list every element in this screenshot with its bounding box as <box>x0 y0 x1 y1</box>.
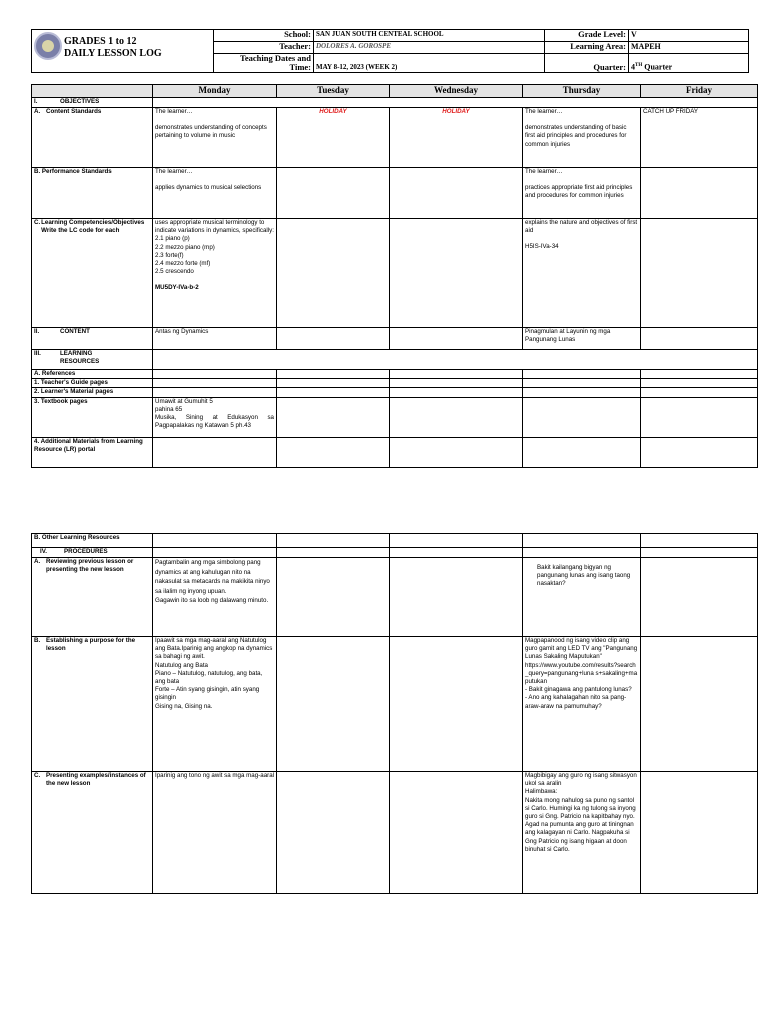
day-friday: Friday <box>641 85 758 98</box>
competencies-label: C. Learning Competencies/Objectives Write the LC code for each <box>32 219 153 328</box>
establishing-purpose-thu: Magpapanood ng isang video clip ang guro gamit ang LED TV ang "Pangunang Lunas Sakaling Maputukan" https://www.youtube.com/results?search_query=pangunang+luna s+sakaling+maputukan - Bakit ginagawa ang pantulong lunas? - Ano ang kahalagahan nito sa pang-araw-araw na pamumuhay? <box>523 637 641 772</box>
dates-value: MAY 8-12, 2023 (WEEK 2) <box>314 54 545 73</box>
references-label: A. References <box>32 370 153 379</box>
learners-material-label: 2. Learner's Material pages <box>32 388 153 397</box>
textbook-mon: Umawit at Gumuhit 5 pahina 65 Musika, Sining at Edukasyon sa Pagpapalakas ng Katawan 5 ph.43 <box>153 397 277 437</box>
reviewing-label: A. Reviewing previous lesson or presenting the new lesson <box>32 558 153 637</box>
day-thursday: Thursday <box>523 85 641 98</box>
lesson-table-1 <box>31 84 758 468</box>
presenting-examples-label: C. Presenting examples/instances of the new lesson <box>32 772 153 894</box>
lesson-table-2 <box>31 533 758 894</box>
blank-header-cell <box>32 85 153 98</box>
teacher-label: Teacher: <box>214 42 314 54</box>
other-resources-label: B. Other Learning Resources <box>32 534 153 548</box>
establishing-purpose-mon: Ipaawit sa mga mag-aaral ang Natutulog ang Bata.Iparinig ang angkop na dynamics sa bahagi ng awit. Natutulog ang Bata Piano – Natutulog, natutulog, ang bata, ang bata Forte – Atin syang gisingin, atin syang gisingin Gising na, Gising na. <box>153 637 277 772</box>
content-standards-label: A. Content Standards <box>32 108 153 168</box>
content-standards-thu: The learner… demonstrates understanding of basic first aid principles and procedures for common injuries <box>523 108 641 168</box>
reviewing-mon: Pagtambalin ang mga simbolong pang dynamics at ang kahulugan nito na nakasulat sa metacards na makikita ninyo sa ilalim ng inyong upuan. Gagawin ito sa loob ng dalawang minuto. <box>153 558 277 637</box>
resources-label: III. LEARNING RESOURCES <box>32 350 153 370</box>
performance-standards-label: B. Performance Standards <box>32 168 153 219</box>
holiday-tue: HOLIDAY <box>277 108 390 168</box>
deped-seal-logo <box>34 32 62 60</box>
title-cell <box>32 30 214 73</box>
content-thu: Pinagmulan at Layunin ng mga Pangunang Lunas <box>523 328 641 350</box>
content-mon: Antas ng Dynamics <box>153 328 277 350</box>
teacher-value: DOLORES A. GOROSPE <box>314 42 545 54</box>
catch-up-friday: CATCH UP FRIDAY <box>641 108 758 168</box>
area-label: Learning Area: <box>545 42 629 54</box>
school-value: SAN JUAN SOUTH CENTEAL SCHOOL <box>314 30 545 42</box>
establishing-purpose-label: B. Establishing a purpose for the lesson <box>32 637 153 772</box>
presenting-examples-mon: Iparinig ang tono ng awit sa mga mag-aaral <box>153 772 277 894</box>
performance-standards-mon: The learner… applies dynamics to musical selections <box>153 168 277 219</box>
day-monday: Monday <box>153 85 277 98</box>
procedures-label: IV. PROCEDURES <box>32 548 153 558</box>
area-value: MAPEH <box>629 42 749 54</box>
dates-label: Teaching Dates and Time: <box>214 54 314 73</box>
textbook-label: 3. Textbook pages <box>32 397 153 437</box>
content-label: II. CONTENT <box>32 328 153 350</box>
objectives-label: I. OBJECTIVES <box>32 98 153 108</box>
holiday-wed: HOLIDAY <box>390 108 523 168</box>
quarter-value: 4TH Quarter <box>629 54 749 73</box>
day-wednesday: Wednesday <box>390 85 523 98</box>
teachers-guide-label: 1. Teacher's Guide pages <box>32 379 153 388</box>
school-label: School: <box>214 30 314 42</box>
competencies-mon: uses appropriate musical terminology to indicate variations in dynamics, specifically: 2.1 piano (p) 2.2 mezzo piano (mp) 2.3 forte(f) 2.4 mezzo forte (mf) 2.5 crescendo MU5DY-IVa-b-2 <box>153 219 277 328</box>
quarter-label: Quarter: <box>545 54 629 73</box>
day-tuesday: Tuesday <box>277 85 390 98</box>
content-standards-mon: The learner… demonstrates understanding of concepts pertaining to volume in music <box>153 108 277 168</box>
grade-label: Grade Level: <box>545 30 629 42</box>
competencies-thu: explains the nature and objectives of first aid H5IS-IVa-34 <box>523 219 641 328</box>
additional-materials-label: 4. Additional Materials from Learning Resource (LR) portal <box>32 437 153 467</box>
performance-standards-thu: The learner… practices appropriate first aid principles and procedures for common injuries <box>523 168 641 219</box>
grade-value: V <box>629 30 749 42</box>
reviewing-thu: Bakit kailangang bigyan ng pangunang lunas ang isang taong nasaktan? <box>523 558 641 637</box>
video-link[interactable]: https://www.youtube.com/results?search_query=pangunang+luna s+sakaling+maputukan <box>525 661 638 686</box>
header-table <box>31 29 749 73</box>
presenting-examples-thu: Magbibigay ang guro ng isang sitwasyon ukol sa aralin Halimbawa: Nakita mong nahulog sa puno ng santol si Carlo. Humingi ka ng tulong sa inyong guro si Gng. Patricio na kapitbahay nyo. Agad na pumunta ang guro at tiningnan ang kalagayan ni Carlo. Nagpakuha si Gng Patricio ng isang higaan at doon binuhat si Carlo. <box>523 772 641 894</box>
form-title: GRADES 1 to 12 DAILY LESSON LOG <box>64 36 162 59</box>
